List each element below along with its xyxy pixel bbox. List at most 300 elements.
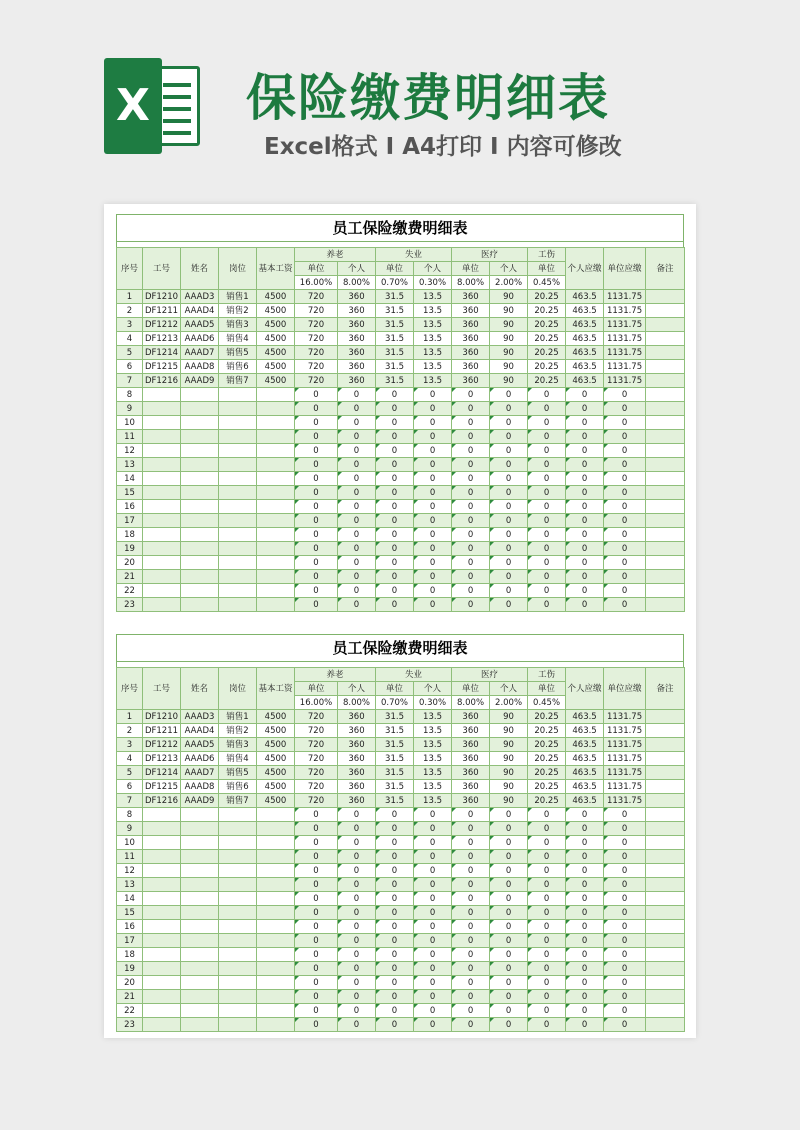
cell-name <box>181 472 219 486</box>
cell-seq: 2 <box>117 724 143 738</box>
cell-medical-unit: 360 <box>452 780 490 794</box>
cell-pension-unit: 720 <box>295 374 338 388</box>
cell-post <box>219 556 257 570</box>
cell-medical-personal: 90 <box>490 360 528 374</box>
table-row <box>117 1004 685 1018</box>
cell-emp-id <box>143 556 181 570</box>
cell-pension-personal: 0 <box>338 402 376 416</box>
cell-personal-due: 0 <box>566 864 604 878</box>
cell-medical-unit: 360 <box>452 794 490 808</box>
sheet-title: 员工保险缴费明细表 <box>116 214 684 242</box>
cell-injury-unit: 20.25 <box>528 318 566 332</box>
sheet-1 <box>116 214 684 612</box>
table-row <box>117 906 685 920</box>
cell-medical-personal: 0 <box>490 906 528 920</box>
cell-medical-unit: 360 <box>452 346 490 360</box>
cell-pension-personal: 360 <box>338 766 376 780</box>
cell-medical-personal: 0 <box>490 920 528 934</box>
cell-name <box>181 430 219 444</box>
cell-pension-personal: 0 <box>338 556 376 570</box>
cell-medical-unit: 360 <box>452 304 490 318</box>
cell-unemployment-unit: 0 <box>376 500 414 514</box>
cell-base-salary <box>257 836 295 850</box>
cell-name <box>181 836 219 850</box>
cell-seq: 9 <box>117 402 143 416</box>
cell-injury-unit: 0 <box>528 878 566 892</box>
cell-unemployment-personal: 0 <box>414 402 452 416</box>
cell-injury-unit: 0 <box>528 388 566 402</box>
cell-unit-due: 0 <box>604 892 646 906</box>
cell-pension-unit: 720 <box>295 360 338 374</box>
cell-post <box>219 402 257 416</box>
rate-cell: 16.00% <box>295 276 338 290</box>
cell-name <box>181 990 219 1004</box>
cell-base-salary <box>257 976 295 990</box>
cell-personal-due: 463.5 <box>566 794 604 808</box>
cell-note <box>646 528 685 542</box>
cell-unemployment-personal: 0 <box>414 822 452 836</box>
cell-personal-due: 0 <box>566 906 604 920</box>
cell-unit-due: 1131.75 <box>604 794 646 808</box>
rate-cell: 8.00% <box>452 276 490 290</box>
cell-injury-unit: 0 <box>528 598 566 612</box>
cell-name: AAAD5 <box>181 738 219 752</box>
cell-post <box>219 822 257 836</box>
cell-pension-unit: 720 <box>295 710 338 724</box>
cell-medical-personal: 0 <box>490 962 528 976</box>
cell-note <box>646 864 685 878</box>
cell-note <box>646 332 685 346</box>
cell-emp-id <box>143 402 181 416</box>
cell-emp-id <box>143 948 181 962</box>
cell-medical-unit: 0 <box>452 850 490 864</box>
cell-unemployment-personal: 0 <box>414 906 452 920</box>
cell-pension-unit: 0 <box>295 430 338 444</box>
cell-medical-personal: 0 <box>490 850 528 864</box>
cell-personal-due: 0 <box>566 486 604 500</box>
cell-medical-personal: 0 <box>490 892 528 906</box>
cell-base-salary <box>257 430 295 444</box>
cell-seq: 20 <box>117 976 143 990</box>
cell-unit-due: 1131.75 <box>604 290 646 304</box>
table-row <box>117 850 685 864</box>
cell-personal-due: 0 <box>566 850 604 864</box>
cell-name: AAAD8 <box>181 360 219 374</box>
table-row <box>117 570 685 584</box>
cell-note <box>646 794 685 808</box>
cell-pension-unit: 0 <box>295 822 338 836</box>
cell-personal-due: 463.5 <box>566 766 604 780</box>
cell-unemployment-unit: 0 <box>376 472 414 486</box>
cell-unemployment-personal: 0 <box>414 472 452 486</box>
cell-injury-unit: 0 <box>528 808 566 822</box>
cell-pension-unit: 0 <box>295 458 338 472</box>
cell-pension-unit: 0 <box>295 976 338 990</box>
cell-unemployment-unit: 0 <box>376 402 414 416</box>
document-page <box>104 204 696 1038</box>
cell-note <box>646 822 685 836</box>
cell-unemployment-unit: 0 <box>376 920 414 934</box>
cell-unemployment-unit: 31.5 <box>376 360 414 374</box>
cell-medical-unit: 0 <box>452 472 490 486</box>
cell-medical-unit: 360 <box>452 332 490 346</box>
table-row <box>117 1018 685 1032</box>
cell-pension-personal: 0 <box>338 514 376 528</box>
cell-medical-unit: 0 <box>452 584 490 598</box>
cell-medical-unit: 0 <box>452 906 490 920</box>
cell-seq: 1 <box>117 710 143 724</box>
cell-base-salary <box>257 808 295 822</box>
cell-unemployment-unit: 31.5 <box>376 318 414 332</box>
cell-injury-unit: 20.25 <box>528 332 566 346</box>
cell-medical-unit: 0 <box>452 892 490 906</box>
cell-base-salary <box>257 1018 295 1032</box>
col-header-pension: 养老 <box>295 668 376 682</box>
cell-medical-unit: 0 <box>452 542 490 556</box>
cell-post <box>219 416 257 430</box>
cell-note <box>646 402 685 416</box>
cell-unemployment-unit: 0 <box>376 430 414 444</box>
cell-unemployment-personal: 13.5 <box>414 304 452 318</box>
cell-pension-unit: 720 <box>295 304 338 318</box>
cell-seq: 12 <box>117 444 143 458</box>
cell-seq: 6 <box>117 780 143 794</box>
cell-unit-due: 0 <box>604 598 646 612</box>
cell-unemployment-unit: 0 <box>376 906 414 920</box>
rate-cell: 0.45% <box>528 696 566 710</box>
cell-pension-personal: 0 <box>338 948 376 962</box>
cell-base-salary <box>257 388 295 402</box>
cell-emp-id <box>143 500 181 514</box>
cell-unemployment-personal: 0 <box>414 808 452 822</box>
cell-unit-due: 0 <box>604 556 646 570</box>
table-row <box>117 836 685 850</box>
cell-unemployment-unit: 31.5 <box>376 738 414 752</box>
cell-base-salary <box>257 556 295 570</box>
cell-pension-unit: 0 <box>295 808 338 822</box>
cell-emp-id <box>143 458 181 472</box>
table-row <box>117 724 685 738</box>
cell-post <box>219 836 257 850</box>
cell-injury-unit: 0 <box>528 920 566 934</box>
cell-base-salary: 4500 <box>257 332 295 346</box>
cell-personal-due: 463.5 <box>566 374 604 388</box>
col-header-post: 岗位 <box>219 248 257 290</box>
cell-unemployment-personal: 13.5 <box>414 780 452 794</box>
cell-base-salary: 4500 <box>257 710 295 724</box>
cell-seq: 14 <box>117 472 143 486</box>
cell-medical-personal: 0 <box>490 598 528 612</box>
cell-unit-due: 0 <box>604 948 646 962</box>
cell-post <box>219 1018 257 1032</box>
cell-injury-unit: 20.25 <box>528 304 566 318</box>
cell-seq: 12 <box>117 864 143 878</box>
cell-pension-unit: 0 <box>295 934 338 948</box>
rate-cell: 0.30% <box>414 696 452 710</box>
cell-medical-unit: 0 <box>452 878 490 892</box>
cell-emp-id: DF1213 <box>143 332 181 346</box>
table-row <box>117 458 685 472</box>
cell-medical-unit: 0 <box>452 976 490 990</box>
cell-pension-unit: 0 <box>295 1004 338 1018</box>
cell-unemployment-personal: 0 <box>414 388 452 402</box>
cell-seq: 7 <box>117 794 143 808</box>
cell-pension-unit: 0 <box>295 878 338 892</box>
cell-unit-due: 1131.75 <box>604 374 646 388</box>
cell-emp-id <box>143 850 181 864</box>
cell-pension-unit: 0 <box>295 416 338 430</box>
col-header-seq: 序号 <box>117 668 143 710</box>
cell-medical-personal: 0 <box>490 514 528 528</box>
col-header-emp-id: 工号 <box>143 248 181 290</box>
cell-injury-unit: 0 <box>528 556 566 570</box>
cell-unemployment-unit: 0 <box>376 808 414 822</box>
cell-note <box>646 892 685 906</box>
cell-medical-unit: 0 <box>452 444 490 458</box>
cell-medical-unit: 0 <box>452 934 490 948</box>
header-row <box>117 248 685 262</box>
cell-emp-id <box>143 570 181 584</box>
cell-pension-personal: 0 <box>338 458 376 472</box>
cell-post <box>219 864 257 878</box>
cell-injury-unit: 0 <box>528 850 566 864</box>
cell-base-salary <box>257 598 295 612</box>
cell-personal-due: 463.5 <box>566 360 604 374</box>
cell-note <box>646 766 685 780</box>
cell-pension-personal: 0 <box>338 836 376 850</box>
cell-unit-due: 1131.75 <box>604 724 646 738</box>
cell-unemployment-unit: 0 <box>376 528 414 542</box>
cell-personal-due: 0 <box>566 598 604 612</box>
col-header-pension-unit: 单位 <box>295 682 338 696</box>
cell-note <box>646 990 685 1004</box>
cell-personal-due: 0 <box>566 878 604 892</box>
cell-unemployment-unit: 0 <box>376 416 414 430</box>
col-header-medical-unit: 单位 <box>452 682 490 696</box>
cell-post <box>219 598 257 612</box>
cell-name <box>181 458 219 472</box>
cell-injury-unit: 0 <box>528 962 566 976</box>
cell-medical-unit: 0 <box>452 402 490 416</box>
banner-subtitle: Excel格式 Ι A4打印 Ι 内容可修改 <box>264 134 622 160</box>
cell-post <box>219 514 257 528</box>
col-header-unit-due: 单位应缴 <box>604 248 646 290</box>
cell-injury-unit: 0 <box>528 990 566 1004</box>
cell-base-salary: 4500 <box>257 374 295 388</box>
cell-pension-unit: 0 <box>295 920 338 934</box>
cell-note <box>646 962 685 976</box>
cell-personal-due: 0 <box>566 472 604 486</box>
cell-unit-due: 0 <box>604 878 646 892</box>
cell-emp-id: DF1212 <box>143 318 181 332</box>
table-row <box>117 752 685 766</box>
cell-pension-personal: 0 <box>338 444 376 458</box>
banner <box>0 0 800 200</box>
cell-seq: 18 <box>117 948 143 962</box>
table-row <box>117 388 685 402</box>
cell-pension-unit: 0 <box>295 472 338 486</box>
table-row <box>117 528 685 542</box>
cell-name: AAAD7 <box>181 766 219 780</box>
cell-emp-id: DF1216 <box>143 374 181 388</box>
cell-unit-due: 1131.75 <box>604 766 646 780</box>
cell-unemployment-unit: 0 <box>376 486 414 500</box>
cell-unemployment-personal: 0 <box>414 458 452 472</box>
cell-name <box>181 850 219 864</box>
cell-unemployment-personal: 13.5 <box>414 710 452 724</box>
table-row <box>117 430 685 444</box>
cell-emp-id: DF1215 <box>143 360 181 374</box>
cell-injury-unit: 0 <box>528 836 566 850</box>
cell-emp-id: DF1214 <box>143 346 181 360</box>
table-row <box>117 864 685 878</box>
cell-unemployment-personal: 0 <box>414 892 452 906</box>
cell-seq: 4 <box>117 752 143 766</box>
cell-pension-unit: 0 <box>295 990 338 1004</box>
cell-name: AAAD3 <box>181 710 219 724</box>
cell-post: 销售6 <box>219 360 257 374</box>
rate-cell: 8.00% <box>452 696 490 710</box>
cell-injury-unit: 0 <box>528 528 566 542</box>
cell-unemployment-unit: 0 <box>376 584 414 598</box>
cell-medical-unit: 360 <box>452 766 490 780</box>
cell-unemployment-unit: 31.5 <box>376 724 414 738</box>
cell-unit-due: 0 <box>604 472 646 486</box>
cell-post <box>219 962 257 976</box>
cell-injury-unit: 20.25 <box>528 346 566 360</box>
cell-injury-unit: 20.25 <box>528 780 566 794</box>
cell-injury-unit: 0 <box>528 430 566 444</box>
cell-unemployment-unit: 0 <box>376 514 414 528</box>
cell-note <box>646 934 685 948</box>
cell-pension-unit: 0 <box>295 500 338 514</box>
cell-personal-due: 0 <box>566 808 604 822</box>
cell-seq: 8 <box>117 808 143 822</box>
cell-pension-personal: 0 <box>338 528 376 542</box>
sheet-title: 员工保险缴费明细表 <box>116 634 684 662</box>
cell-seq: 16 <box>117 500 143 514</box>
cell-unit-due: 1131.75 <box>604 752 646 766</box>
cell-unit-due: 0 <box>604 962 646 976</box>
cell-medical-personal: 0 <box>490 486 528 500</box>
table-row <box>117 808 685 822</box>
cell-seq: 23 <box>117 1018 143 1032</box>
cell-medical-unit: 0 <box>452 836 490 850</box>
cell-post: 销售5 <box>219 766 257 780</box>
cell-emp-id <box>143 920 181 934</box>
cell-base-salary <box>257 570 295 584</box>
rate-cell: 16.00% <box>295 696 338 710</box>
cell-unemployment-unit: 31.5 <box>376 290 414 304</box>
cell-unit-due: 0 <box>604 542 646 556</box>
cell-note <box>646 836 685 850</box>
cell-unemployment-personal: 13.5 <box>414 346 452 360</box>
cell-medical-personal: 90 <box>490 752 528 766</box>
cell-injury-unit: 0 <box>528 584 566 598</box>
col-header-unit-due: 单位应缴 <box>604 668 646 710</box>
cell-name <box>181 878 219 892</box>
cell-unit-due: 0 <box>604 920 646 934</box>
cell-unemployment-unit: 0 <box>376 542 414 556</box>
table-row <box>117 822 685 836</box>
cell-note <box>646 570 685 584</box>
cell-pension-unit: 0 <box>295 850 338 864</box>
cell-personal-due: 0 <box>566 934 604 948</box>
cell-unit-due: 1131.75 <box>604 780 646 794</box>
cell-unemployment-unit: 0 <box>376 1018 414 1032</box>
cell-pension-personal: 0 <box>338 542 376 556</box>
cell-note <box>646 948 685 962</box>
cell-unemployment-personal: 0 <box>414 570 452 584</box>
cell-unemployment-personal: 0 <box>414 878 452 892</box>
cell-emp-id: DF1211 <box>143 724 181 738</box>
cell-emp-id <box>143 822 181 836</box>
cell-seq: 22 <box>117 584 143 598</box>
table-row <box>117 976 685 990</box>
cell-pension-personal: 0 <box>338 598 376 612</box>
cell-pension-personal: 0 <box>338 472 376 486</box>
cell-seq: 20 <box>117 556 143 570</box>
cell-pension-unit: 720 <box>295 318 338 332</box>
cell-pension-unit: 720 <box>295 290 338 304</box>
cell-pension-personal: 0 <box>338 500 376 514</box>
cell-emp-id <box>143 962 181 976</box>
cell-note <box>646 584 685 598</box>
cell-medical-unit: 0 <box>452 948 490 962</box>
cell-pension-personal: 360 <box>338 374 376 388</box>
cell-note <box>646 374 685 388</box>
cell-personal-due: 0 <box>566 836 604 850</box>
cell-unemployment-personal: 0 <box>414 962 452 976</box>
cell-note <box>646 318 685 332</box>
table-row <box>117 780 685 794</box>
col-header-unemployment: 失业 <box>376 668 452 682</box>
cell-emp-id <box>143 444 181 458</box>
cell-injury-unit: 0 <box>528 934 566 948</box>
cell-note <box>646 724 685 738</box>
cell-injury-unit: 0 <box>528 864 566 878</box>
col-header-personal-due: 个人应缴 <box>566 248 604 290</box>
cell-medical-personal: 0 <box>490 528 528 542</box>
rate-cell: 0.45% <box>528 276 566 290</box>
table-row <box>117 346 685 360</box>
cell-medical-personal: 0 <box>490 416 528 430</box>
cell-pension-unit: 720 <box>295 766 338 780</box>
cell-unemployment-unit: 31.5 <box>376 332 414 346</box>
cell-note <box>646 556 685 570</box>
col-header-name: 姓名 <box>181 248 219 290</box>
cell-seq: 6 <box>117 360 143 374</box>
cell-unemployment-unit: 0 <box>376 962 414 976</box>
cell-note <box>646 808 685 822</box>
cell-unemployment-personal: 13.5 <box>414 332 452 346</box>
cell-injury-unit: 0 <box>528 906 566 920</box>
cell-personal-due: 0 <box>566 528 604 542</box>
table-row <box>117 598 685 612</box>
cell-unit-due: 1131.75 <box>604 738 646 752</box>
cell-post <box>219 920 257 934</box>
cell-name <box>181 514 219 528</box>
cell-personal-due: 463.5 <box>566 304 604 318</box>
cell-note <box>646 346 685 360</box>
cell-emp-id <box>143 416 181 430</box>
cell-emp-id: DF1210 <box>143 710 181 724</box>
cell-unemployment-unit: 0 <box>376 836 414 850</box>
cell-name <box>181 808 219 822</box>
cell-medical-unit: 0 <box>452 598 490 612</box>
cell-medical-unit: 360 <box>452 374 490 388</box>
cell-name <box>181 500 219 514</box>
